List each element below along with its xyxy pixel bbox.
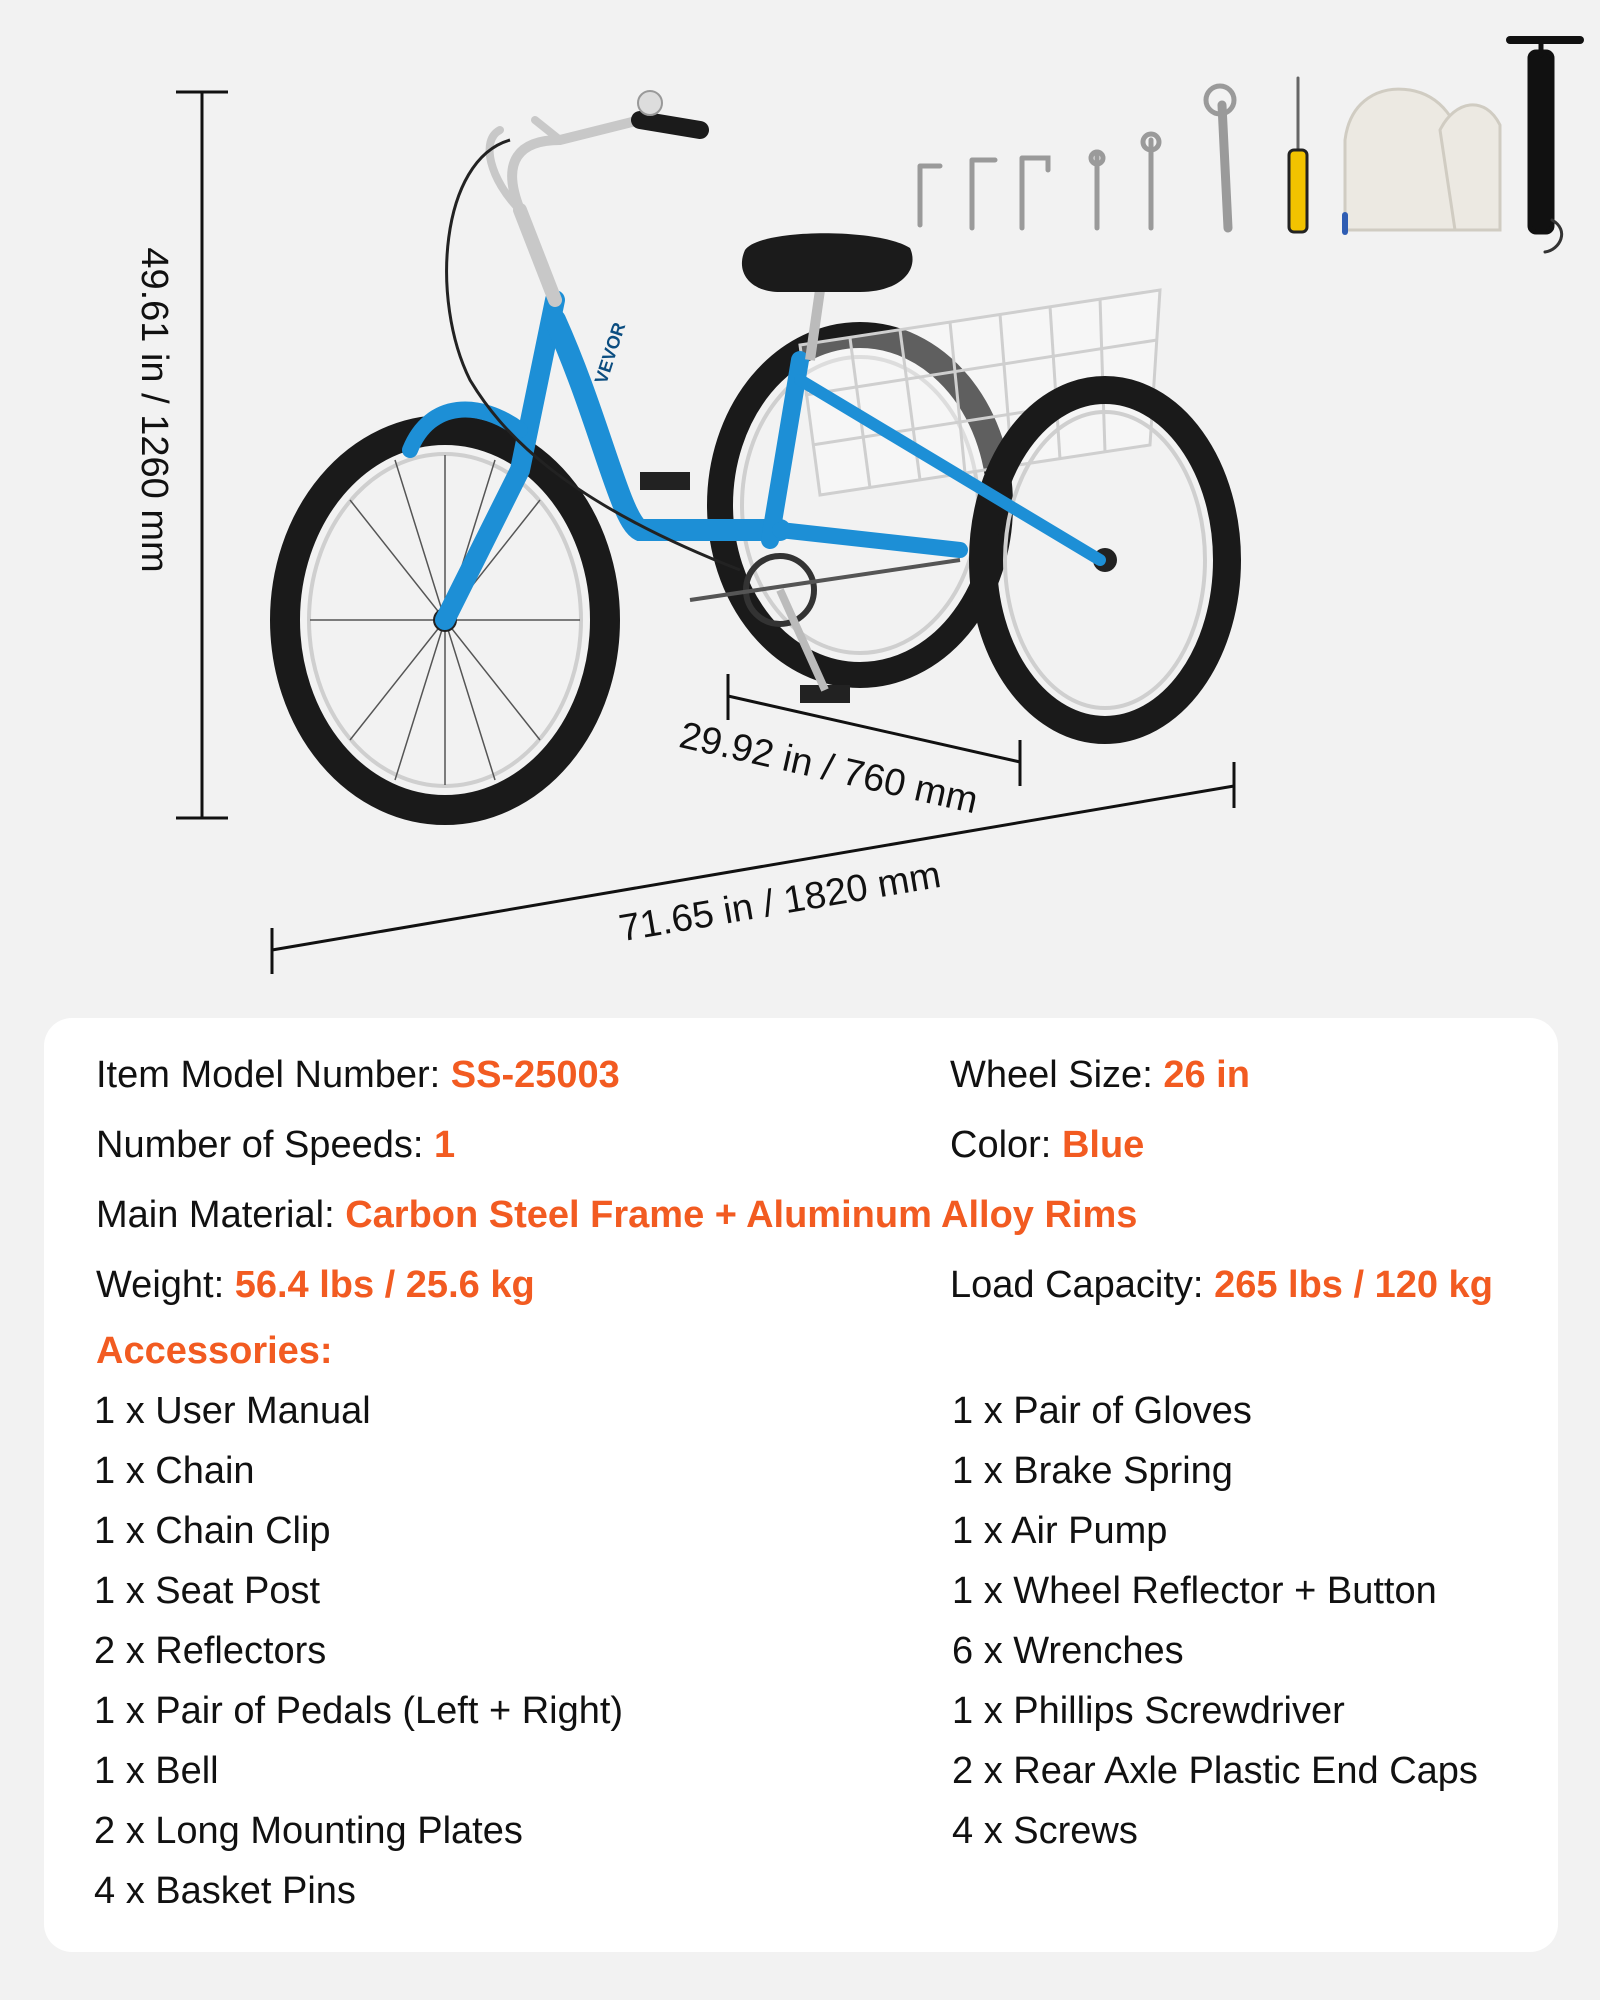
hex-key-icon xyxy=(920,166,940,225)
accessory-item: 6 x Wrenches xyxy=(952,1630,1184,1672)
speeds-value: 1 xyxy=(433,1124,456,1166)
brake-cable xyxy=(447,140,740,570)
handlebar xyxy=(490,120,700,300)
wheel-size-label: Wheel Size: xyxy=(950,1054,1153,1096)
wheel-size-value: 26 in xyxy=(1163,1054,1250,1096)
accessory-item: 1 x Wheel Reflector + Button xyxy=(952,1570,1437,1612)
weight-value: 56.4 lbs / 25.6 kg xyxy=(234,1264,535,1306)
accessory-item: 2 x Reflectors xyxy=(94,1630,327,1672)
socket-wrench-icon xyxy=(1022,158,1048,228)
speeds-label: Number of Speeds: xyxy=(96,1124,424,1166)
load-capacity-label: Load Capacity: xyxy=(950,1264,1204,1306)
bell xyxy=(638,91,662,115)
speeds-row xyxy=(96,1122,455,1168)
model-number-row xyxy=(96,1052,620,1098)
model-number-label: Item Model Number: xyxy=(96,1054,441,1096)
height-label: 49.61 in / 1260 mm xyxy=(133,247,175,573)
height-dimension xyxy=(176,92,228,818)
accessory-item: 1 x Bell xyxy=(94,1750,219,1792)
color-row xyxy=(950,1122,1144,1168)
gloves-icon xyxy=(1345,89,1500,232)
spec-card xyxy=(44,1018,1558,1952)
weight-label: Weight: xyxy=(96,1264,225,1306)
accessory-item: 1 x Pair of Gloves xyxy=(952,1390,1252,1432)
weight-row xyxy=(96,1262,535,1308)
color-value: Blue xyxy=(1061,1124,1145,1166)
wheel-size-row xyxy=(950,1052,1250,1098)
accessory-item: 4 x Screws xyxy=(952,1810,1138,1852)
length-label: 71.65 in / 1820 mm xyxy=(616,854,944,951)
material-label: Main Material: xyxy=(96,1194,335,1236)
accessory-item: 1 x Brake Spring xyxy=(952,1450,1233,1492)
adjustable-wrench-icon xyxy=(1206,86,1234,228)
screwdriver-icon xyxy=(1289,78,1307,232)
model-number-value: SS-25003 xyxy=(450,1054,620,1096)
accessory-item: 1 x Chain Clip xyxy=(94,1510,331,1552)
accessories-title: Accessories: xyxy=(96,1330,333,1372)
material-value: Carbon Steel Frame + Aluminum Alloy Rims xyxy=(345,1194,1138,1236)
accessory-item: 1 x Seat Post xyxy=(94,1570,321,1612)
accessory-item: 1 x Phillips Screwdriver xyxy=(952,1690,1345,1732)
rear-track-label: 29.92 in / 760 mm xyxy=(675,714,982,823)
accessory-item: 1 x User Manual xyxy=(94,1390,371,1432)
hex-key-icon xyxy=(972,160,995,228)
accessory-item: 1 x Chain xyxy=(94,1450,255,1492)
material-row xyxy=(96,1192,1137,1238)
tools-row xyxy=(920,40,1580,252)
wrench-icon xyxy=(1143,134,1159,228)
accessory-item: 2 x Long Mounting Plates xyxy=(94,1810,523,1852)
air-pump-icon xyxy=(1510,40,1580,252)
accessory-item: 2 x Rear Axle Plastic End Caps xyxy=(952,1750,1478,1792)
accessory-item: 4 x Basket Pins xyxy=(94,1870,356,1912)
accessory-item: 1 x Air Pump xyxy=(952,1510,1168,1552)
wrench-icon xyxy=(1091,152,1103,228)
brand-logo: VEVOR xyxy=(590,320,630,387)
accessory-item: 1 x Pair of Pedals (Left + Right) xyxy=(94,1690,624,1732)
color-label: Color: xyxy=(950,1124,1052,1166)
load-capacity-row xyxy=(950,1262,1493,1308)
load-capacity-value: 265 lbs / 120 kg xyxy=(1214,1264,1493,1306)
